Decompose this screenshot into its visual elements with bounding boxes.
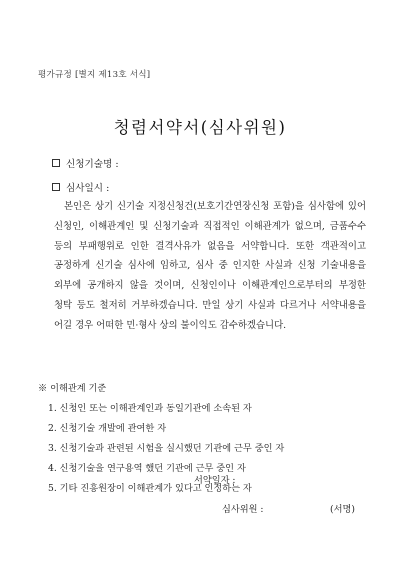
checkbox-icon xyxy=(52,159,60,167)
criteria-item: 4. 신청기술을 연구용역 했던 기관에 근무 중인 자 xyxy=(48,463,246,474)
criteria-item: 2. 신청기술 개발에 관여한 자 xyxy=(48,423,167,434)
criteria-item: 1. 신청인 또는 이해관계인과 동일기관에 소속된 자 xyxy=(48,403,252,414)
tech-name-label: 신청기술명 : xyxy=(66,159,119,170)
form-number-label: 평가규정 [별지 제13호 서식] xyxy=(38,70,151,80)
criteria-list xyxy=(48,399,284,499)
criteria-heading: ※ 이해관계 기준 xyxy=(38,383,107,394)
pledge-paragraph: 본인은 상기 신기술 지정신청건(보호기간연장신청 포함)을 심사함에 있어 신청인, 이해관계인 및 신청기술과 직접적인 이해관계가 없으며, 금품수수 등의 부패행위로 인한 결격사유가 없음을 서약합니다. 또한 객관적이고 공정하게 신기술 심사에 임하고, 심사 중 인지한 사실과 신청 기술내용을 외부에 공개하지 않을 것이며, 신청인이나 이해관계인으로부터의 부정한 청탁 등도 철저히 거부하겠습니다. 만일 상기 사실과 다르거나 서약내용을 어길 경우 어떠한 민·형사 상의 불이익도 감수하겠습니다. xyxy=(54,201,366,331)
tech-name-field xyxy=(52,156,119,170)
review-date-label: 심사일시 : xyxy=(66,183,110,194)
signature-mark: (서명) xyxy=(330,504,355,515)
review-date-field xyxy=(52,180,109,194)
criteria-item: 5. 기타 진흥원장이 이해관계가 있다고 인정하는 자 xyxy=(48,483,252,494)
document-title: 청렴서약서(심사위원) xyxy=(113,118,287,137)
criteria-item: 3. 신청기술과 관련된 시험을 실시했던 기관에 근무 중인 자 xyxy=(48,443,285,454)
pledge-date-label: 서약일자 : xyxy=(194,475,236,486)
reviewer-label: 심사위원 : xyxy=(222,504,264,515)
checkbox-icon xyxy=(52,183,60,191)
